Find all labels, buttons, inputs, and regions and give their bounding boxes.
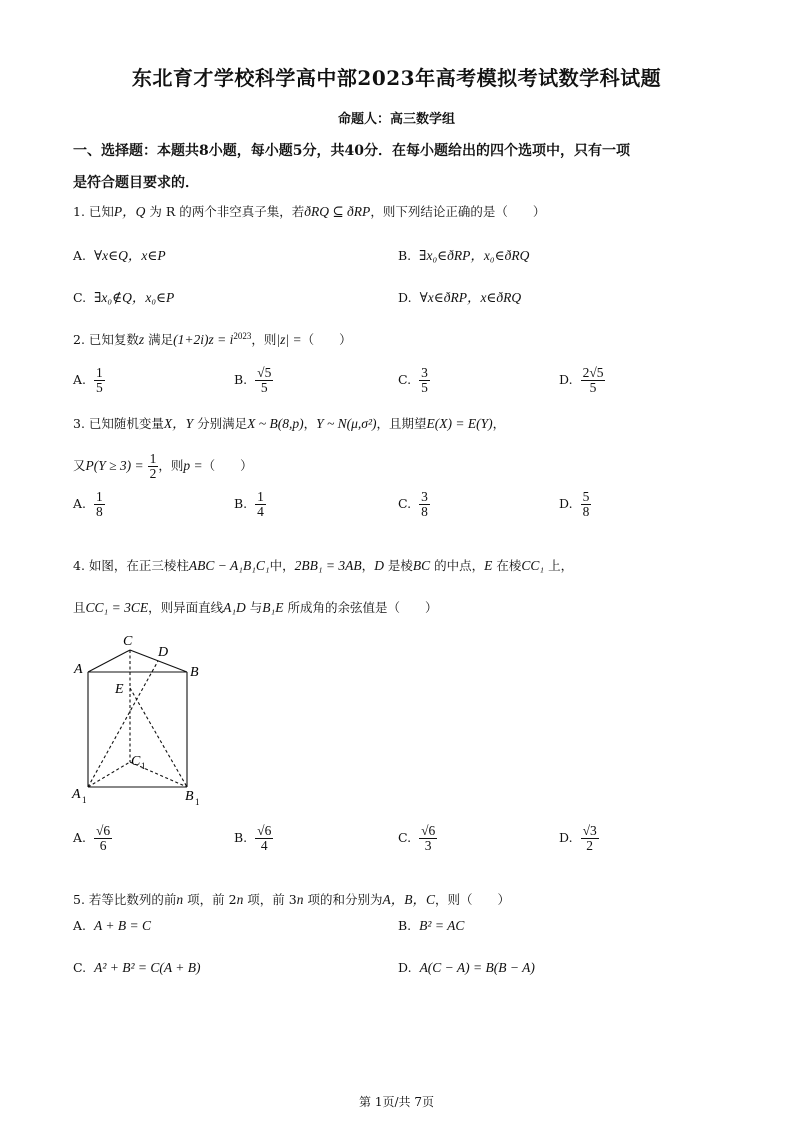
edge-ac	[88, 650, 130, 672]
question-1-stem: 1. 已知P，Q 为 R 的两个非空真子集，若ðRQ ⊆ ðRP，则下列结论正确的是（ ）	[73, 204, 546, 219]
q4-option-d: D. $\frac{√3}{2}$	[559, 823, 597, 854]
question-5-stem: 5. 若等比数列的前n 项，前 2n 项，前 3n 项的和分别为A，B，C，则（ ）	[73, 892, 510, 907]
q4-option-a: A. $\frac{√6}{6}$	[73, 823, 111, 854]
label-a: A	[74, 662, 83, 677]
q2-option-d: D. $\frac{2√5}{5}$	[559, 365, 604, 396]
q3-option-c: C. $\frac{3}{8}$	[398, 489, 428, 520]
label-d: D	[158, 645, 169, 660]
segment-a1d	[88, 661, 158, 787]
label-b: B	[190, 665, 199, 680]
q3-option-b: B. $\frac{1}{4}$	[234, 489, 264, 520]
exam-author: 命题人：高三数学组	[337, 112, 455, 127]
label-a1: A	[72, 787, 81, 802]
q5-option-c: C. A² + B² = C(A + B)	[73, 960, 201, 975]
label-a1-sub: 1	[82, 795, 87, 805]
q2-option-b: B. $\frac{√5}{5}$	[234, 365, 272, 396]
q5-option-d: D. A(C − A) = B(B − A)	[398, 960, 535, 975]
section-heading-line1: 一、选择题：本题共8小题，每小题5分，共40分．在每小题给出的四个选项中，只有一项	[73, 143, 630, 159]
q4-option-b: B. $\frac{√6}{4}$	[234, 823, 272, 854]
label-b1-sub: 1	[195, 797, 200, 807]
q1-option-b: B. ∃x₀∈ðRP，x₀∈ðRQ	[398, 248, 530, 263]
question-4-line2: 且CC₁ = 3CE，则异面直线A₁D 与B₁E 所成角的余弦值是（ ）	[73, 600, 438, 615]
segment-eb1	[130, 688, 187, 787]
q1-option-c: C. ∃x₀∉Q，x₀∈P	[73, 290, 175, 305]
q3-option-a: A. $\frac{1}{8}$	[73, 489, 103, 520]
q2-option-c: C. $\frac{3}{5}$	[398, 365, 428, 396]
q1-option-d: D. ∀x∈ðRP，x∈ðRQ	[398, 290, 522, 305]
page-footer: 第 1页/共 7页	[359, 1095, 434, 1109]
edge-a1c1	[88, 762, 130, 787]
question-4-stem: 4. 如图，在正三棱柱ABC − A₁B₁C₁中，2BB₁ = 3AB，D 是棱BC 的中点，E 在棱CC₁ 上，	[73, 558, 574, 573]
label-c: C	[123, 634, 133, 649]
label-c1: C	[131, 754, 141, 769]
question-2-stem: 2. 已知复数z 满足$(1+2i)z = i^{2023}$，则|z| =（ ）	[73, 330, 352, 347]
prism-figure	[68, 630, 218, 810]
q2-option-a: A. $\frac{1}{5}$	[73, 365, 103, 396]
question-3-line2: 又P(Y ≥ 3) = $\frac{1}{2}$ ，则p =（ ）	[73, 451, 253, 482]
q5-option-b: B. B² = AC	[398, 918, 465, 933]
q1-option-a: A. ∀x∈Q，x∈P	[73, 248, 166, 263]
q3-option-d: D. $\frac{5}{8}$	[559, 489, 590, 520]
exam-title: 东北育才学校科学高中部2023年高考模拟考试数学科试题	[131, 66, 662, 90]
q4-option-c: C. $\frac{√6}{3}$	[398, 823, 436, 854]
label-e: E	[115, 682, 124, 697]
question-3-stem: 3. 已知随机变量X，Y 分别满足X ~ B(8,p)，Y ~ N(μ,σ²)，且期望E(X) = E(Y)，	[73, 416, 506, 431]
q5-option-a: A. A + B = C	[73, 918, 151, 933]
label-c1-sub: 1	[141, 761, 146, 771]
label-b1: B	[185, 789, 194, 804]
section-heading-line2: 是符合题目要求的．	[73, 175, 199, 191]
